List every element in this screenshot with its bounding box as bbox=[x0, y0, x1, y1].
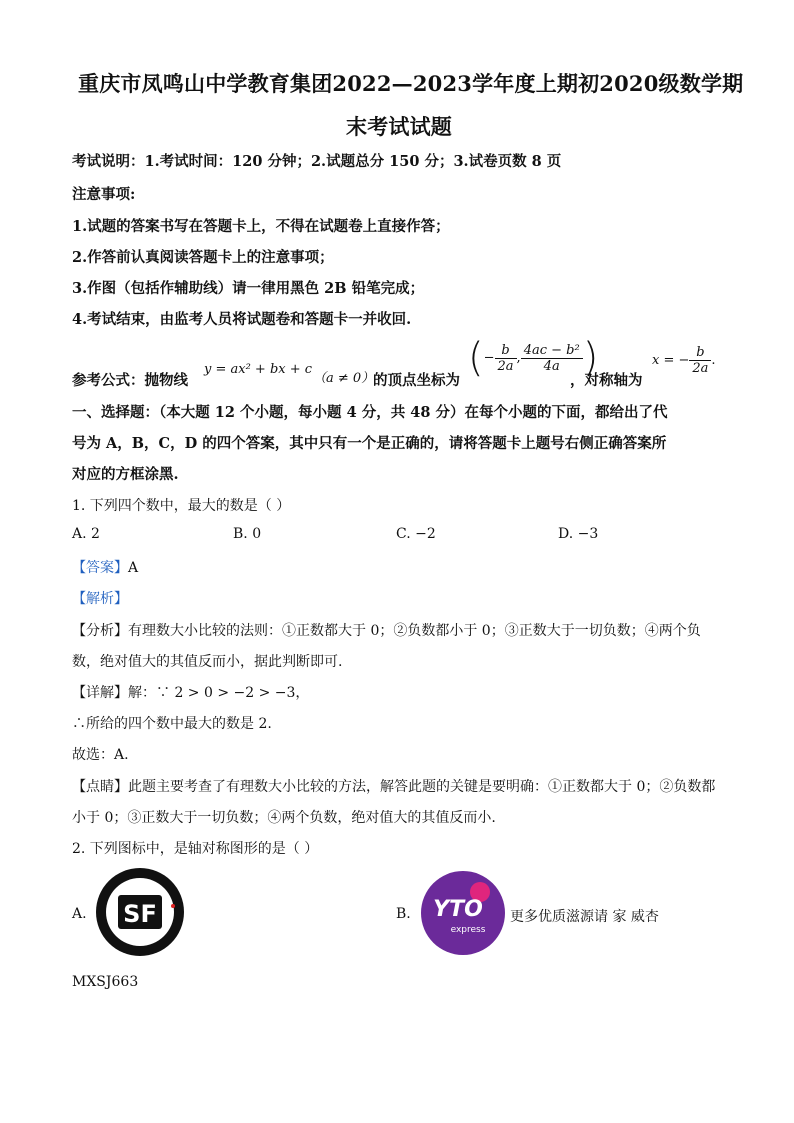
q1-comment-line2: 小于 0；③正数大于一切负数；④两个负数，绝对值大的其值反而小. bbox=[72, 810, 496, 826]
formula-axis-text: ，对称轴为 bbox=[570, 372, 643, 389]
q1-option-d: D. −3 bbox=[558, 526, 599, 542]
sf-logo-icon bbox=[93, 866, 187, 962]
formula-condition: （a ≠ 0） bbox=[313, 371, 375, 386]
q1-comment-line1 bbox=[72, 776, 715, 796]
q1-fenxi-line2: 数，绝对值大的其值反而小，据此判断即可. bbox=[72, 654, 343, 670]
formula-vertex-text: 的顶点坐标为 bbox=[373, 372, 460, 389]
vertex-y-denominator: 4a bbox=[543, 358, 560, 374]
note-item: 4.考试结束，由监考人员将试题卷和答题卡一并收回. bbox=[72, 311, 412, 328]
vertex-x-numerator: b bbox=[495, 343, 517, 359]
detail-tag: 【详解】 bbox=[72, 685, 128, 701]
vertex-coordinate: (− $\frac{b}{2a}$ , $\frac{\text{4ac − b²}}{4a}$ ) bbox=[468, 335, 599, 381]
note-item: 2.作答前认真阅读答题卡上的注意事项； bbox=[72, 249, 334, 266]
q1-answer: A bbox=[128, 560, 139, 576]
q1-detail bbox=[72, 682, 309, 702]
yto-logo-subtext: express bbox=[450, 925, 486, 935]
q1-answer-row bbox=[72, 557, 138, 577]
section1-line1: 一、选择题：（本大题 12 个小题，每小题 4 分，共 48 分）在每个小题的下面，都给出了代 bbox=[72, 404, 668, 421]
note-item: 1.试题的答案书写在答题卡上，不得在试题卷上直接作答； bbox=[72, 218, 450, 235]
axis-numerator: b bbox=[689, 345, 711, 361]
q2-option-a-label: A. bbox=[72, 906, 87, 922]
q2-option-b-label: B. bbox=[396, 906, 411, 922]
q1-option-a: A. 2 bbox=[72, 526, 100, 542]
footer-code: MXSJ663 bbox=[72, 974, 139, 990]
page-title-line1: 重庆市凤鸣山中学教育集团2022—2023学年度上期初2020级数学期 bbox=[78, 71, 744, 96]
axis-formula: x = − $\frac{b}{2a}$ . bbox=[652, 345, 716, 376]
q1-stem: 1. 下列四个数中，最大的数是（ ） bbox=[72, 498, 291, 514]
fenxi-text: 有理数大小比较的法则：①正数都大于 0；②负数都小于 0；③正数大于一切负数；④两个负 bbox=[128, 623, 701, 639]
comment-tag: 【点睛】 bbox=[72, 779, 128, 795]
sf-logo-text: SF bbox=[123, 900, 157, 928]
q1-choose: 故选：A. bbox=[72, 747, 129, 763]
page-title-line2: 末考试试题 bbox=[346, 114, 452, 139]
detail-text: 解：∵ 2 > 0 > −2 > −3， bbox=[128, 685, 310, 701]
axis-denominator: 2a bbox=[692, 361, 709, 376]
q1-fenxi-line1 bbox=[72, 620, 701, 640]
comment-text: 此题主要考查了有理数大小比较的方法，解答此题的关键是要明确：①正数都大于 0；②负数都 bbox=[128, 779, 716, 795]
q1-option-c: C. −2 bbox=[396, 526, 436, 542]
q1-option-b: B. 0 bbox=[233, 526, 262, 542]
section1-line2: 号为 A，B，C，D 的四个答案，其中只有一个是正确的，请将答题卡上题号右侧正确答案所 bbox=[72, 435, 667, 452]
axis-lhs: x = − bbox=[652, 353, 690, 368]
yto-logo-icon bbox=[418, 870, 508, 960]
yto-logo-text: YTO bbox=[433, 897, 483, 922]
q1-therefore: ∴所给的四个数中最大的数是 2. bbox=[72, 716, 272, 732]
vertex-x-denominator: 2a bbox=[497, 358, 514, 374]
vertex-y-numerator: 4ac − b² bbox=[521, 343, 583, 359]
watermark-text: 更多优质滋源请 家 威杏 bbox=[510, 909, 659, 925]
answer-tag: 【答案】 bbox=[72, 560, 128, 576]
analysis-tag: 【解析】 bbox=[72, 591, 128, 607]
section1-line3: 对应的方框涂黑. bbox=[72, 466, 179, 483]
formula-equation: y = ax² + bx + c bbox=[204, 362, 313, 377]
notes-heading: 注意事项: bbox=[72, 186, 136, 203]
fenxi-tag: 【分析】 bbox=[72, 623, 128, 639]
exam-info: 考试说明：1.考试时间：120 分钟；2.试题总分 150 分；3.试卷页数 8 页 bbox=[72, 153, 562, 170]
note-item: 3.作图（包括作辅助线）请一律用黑色 2B 铅笔完成； bbox=[72, 280, 425, 297]
q2-stem: 2. 下列图标中，是轴对称图形的是（ ） bbox=[72, 841, 319, 857]
formula-prefix: 参考公式：抛物线 bbox=[72, 372, 188, 389]
